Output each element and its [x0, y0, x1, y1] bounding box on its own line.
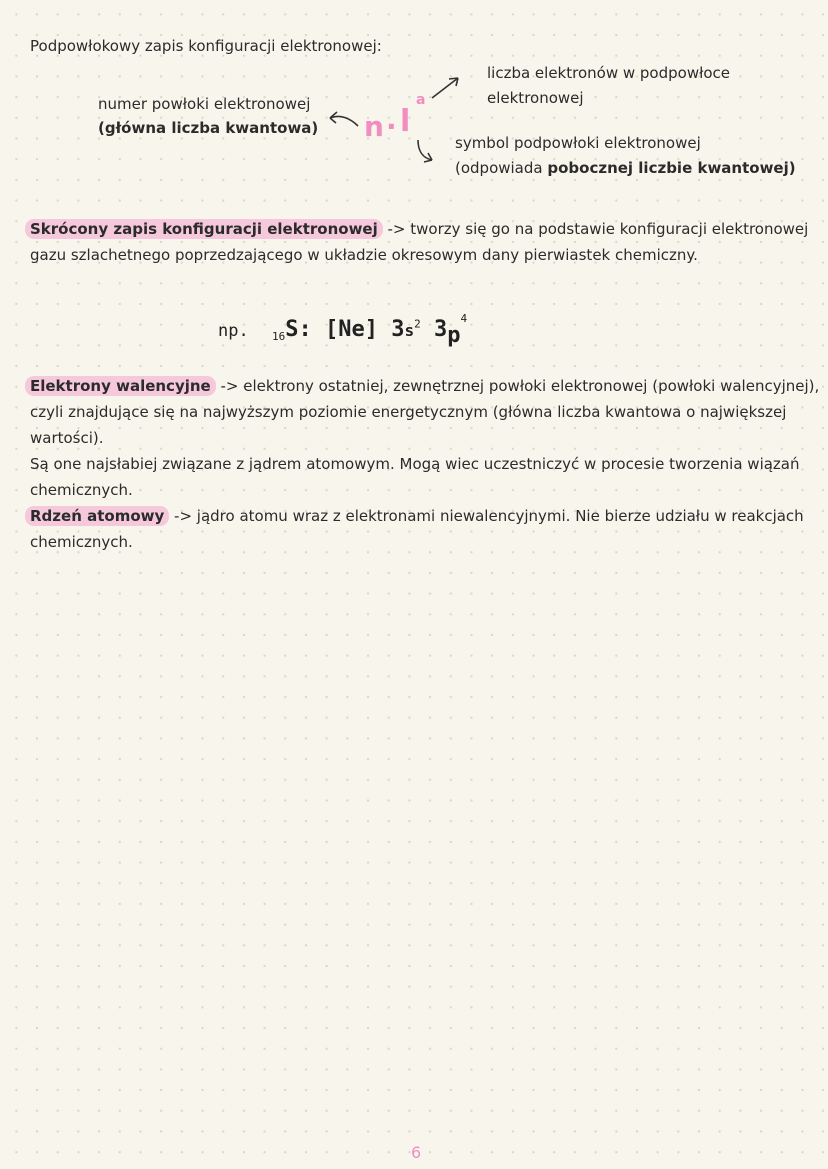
page-number: 6 [411, 1143, 422, 1162]
noble-core: [Ne] [324, 317, 378, 342]
formula-l: l [400, 104, 411, 139]
formula-a: a [416, 92, 426, 108]
subshell-symbol-label: symbol podpowłoki elektronowej [455, 134, 701, 152]
atomic-number: 16 [271, 330, 286, 343]
example-formula: np. 16S: [Ne] $3s^2$ $3p^4$ [218, 312, 468, 348]
subshell-symbol-label-2: (odpowiada pobocznej liczbie kwantowej) [455, 159, 796, 177]
example-prefix: np. [218, 321, 249, 341]
arrow-up-right-icon [428, 72, 464, 102]
short-config-paragraph: Skrócony zapis konfiguracji elektronowej -> tworzy się go na podstawie konfiguracji elektronowej gazu szlachetnego poprzedzającego w układzie okresowym dany pierwiastek chemiczny. [30, 216, 820, 268]
formula-dot: · [386, 110, 397, 143]
shell-number-label: numer powłoki elektronowej [98, 95, 311, 113]
element-symbol: S: [285, 317, 312, 342]
atomic-core-definition: -> jądro atomu wraz z elektronami niewalencyjnymi. Nie bierze udziału w reakcjach chemicznych. [30, 507, 804, 551]
electron-count-label-2: elektronowej [487, 89, 584, 107]
formula-n: n [364, 110, 384, 143]
arrow-down-right-icon [412, 138, 438, 166]
valence-electrons-term: Elektrony walencyjne [25, 376, 216, 396]
short-config-term: Skrócony zapis konfiguracji elektronowej [25, 219, 383, 239]
arrow-left-icon [326, 108, 362, 134]
atomic-core-term: Rdzeń atomowy [25, 506, 169, 526]
valence-electrons-paragraph: Elektrony walencyjne -> elektrony ostatniej, zewnętrznej powłoki elektronowej (powłoki walencyjnej), czyli znajdujące się na najwyższym poziomie energetycznym (główna liczba kwantowa o największej wartości). Są one najsłabiej związane z jądrem atomowym. Mogą wiec uczestniczyć w procesie tworzenia wiązań chemicznych. Rdzeń atomowy -> jądro atomu wraz z elektronami niewalencyjnymi. Nie bierze udziału w reakcjach chemicznych. [30, 373, 820, 555]
principal-quantum-label: (główna liczba kwantowa) [98, 119, 319, 137]
electron-count-label: liczba elektronów w podpowłoce [487, 64, 731, 82]
page-title: Podpowłokowy zapis konfiguracji elektronowej: [30, 37, 382, 55]
